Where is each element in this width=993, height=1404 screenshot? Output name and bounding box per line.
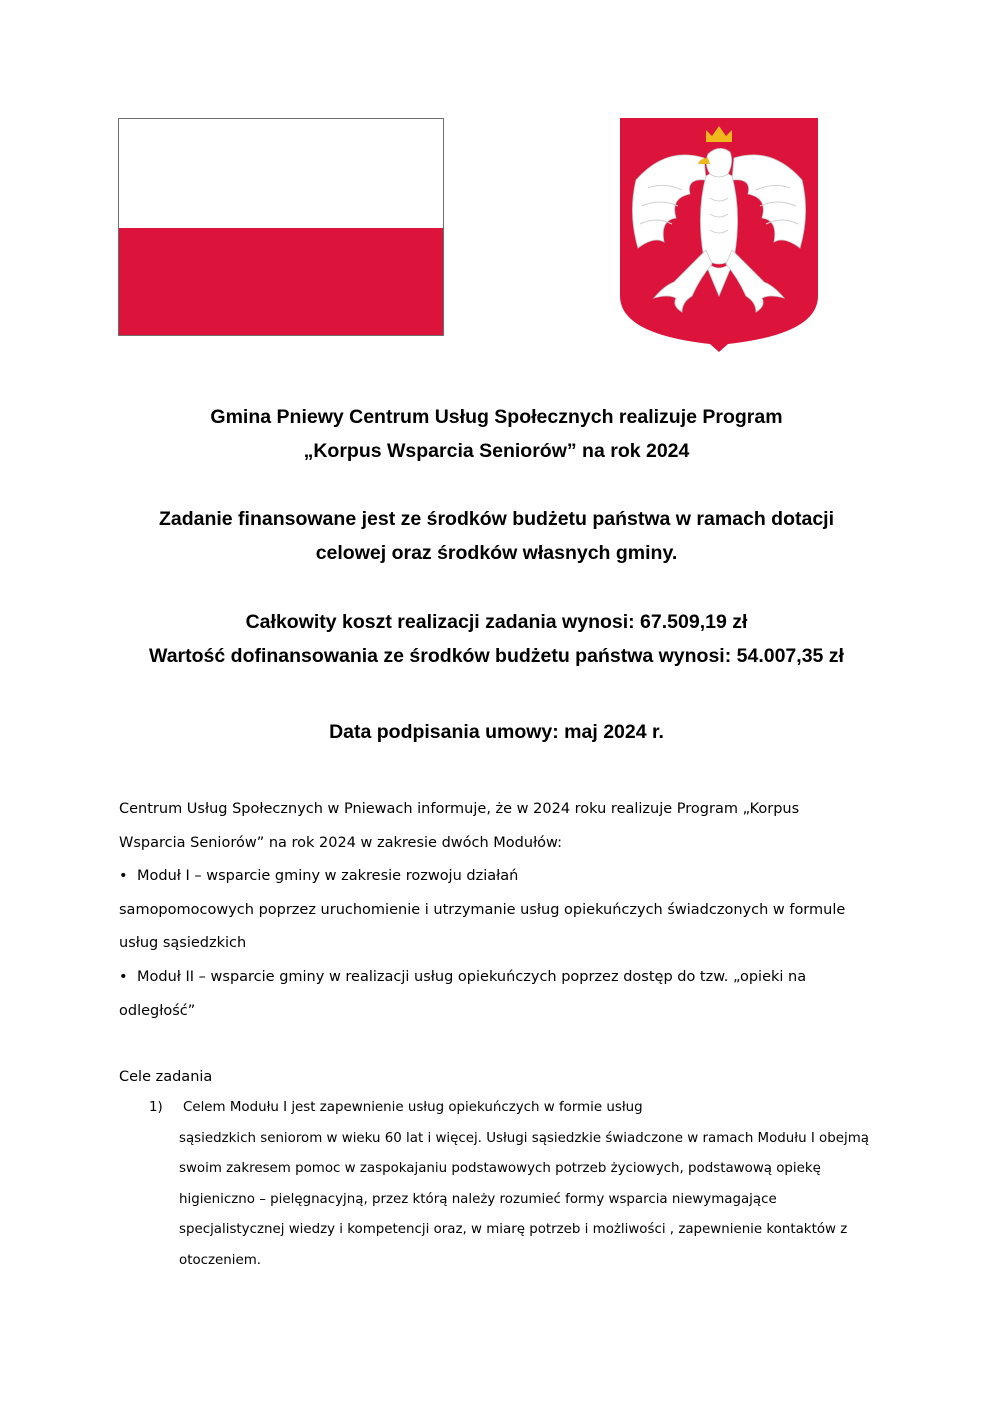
polish-flag — [118, 118, 444, 336]
flag-white-stripe — [119, 119, 443, 228]
goals-heading: Cele zadania — [119, 1069, 213, 1085]
goal-item-1: Celem Modułu I jest zapewnienie usług opiekuńczych w formie usług sąsiedzkich seniorom w wieku 60 lat i więcej. Usługi sąsiedzkie świadczone w ramach Modułu I obejmą swoim zakresem pomoc w zaspokajaniu podstawowych potrzeb życiowych, podstawową opiekę higieniczno – pielęgnacyjną, przez którą należy rozumieć formy wsparcia niewymagające specjalistycznej wiedzy i kompetencji oraz, w miarę potrzeb i możliwości , zapewnienie kontaktów z otoczeniem. — [179, 1100, 869, 1268]
cost-statement: Całkowity koszt realizacji zadania wynosi: 67.509,19 zł Wartość dofinansowania ze środków budżetu państwa wynosi: 54.007,35 zł — [149, 611, 844, 667]
program-title: Gmina Pniewy Centrum Usług Społecznych realizuje Program „Korpus Wsparcia Seniorów” na rok 2024 — [210, 406, 783, 462]
signing-date: Data podpisania umowy: maj 2024 r. — [329, 721, 664, 743]
flag-red-stripe — [119, 228, 443, 336]
funding-statement: Zadanie finansowane jest ze środków budżetu państwa w ramach dotacji celowej oraz środków własnych gminy. — [158, 508, 835, 564]
program-description: Centrum Usług Społecznych w Pniewach informuje, że w 2024 roku realizuje Program „Korpus Wsparcia Seniorów” na rok 2024 w zakresie dwóch Modułów: • Moduł I – wsparcie gminy w zakresie rozwoju działań samopomocowych poprzez uruchomienie i utrzymanie usług opiekuńczych świadczonych w formule usług sąsiedzkich • Moduł II – wsparcie gminy w realizacji usług opiekuńczych poprzez dostęp do tzw. „opieki na odległość” — [119, 793, 889, 1028]
polish-eagle-emblem — [620, 118, 818, 352]
module-2-item: • Moduł II – wsparcie gminy w realizacji usług opiekuńczych poprzez dostęp do tzw. „opieki na — [119, 968, 807, 985]
module-1-item: • Moduł I – wsparcie gminy w zakresie rozwoju działań — [119, 868, 519, 885]
goal-number: 1) — [149, 1100, 163, 1115]
